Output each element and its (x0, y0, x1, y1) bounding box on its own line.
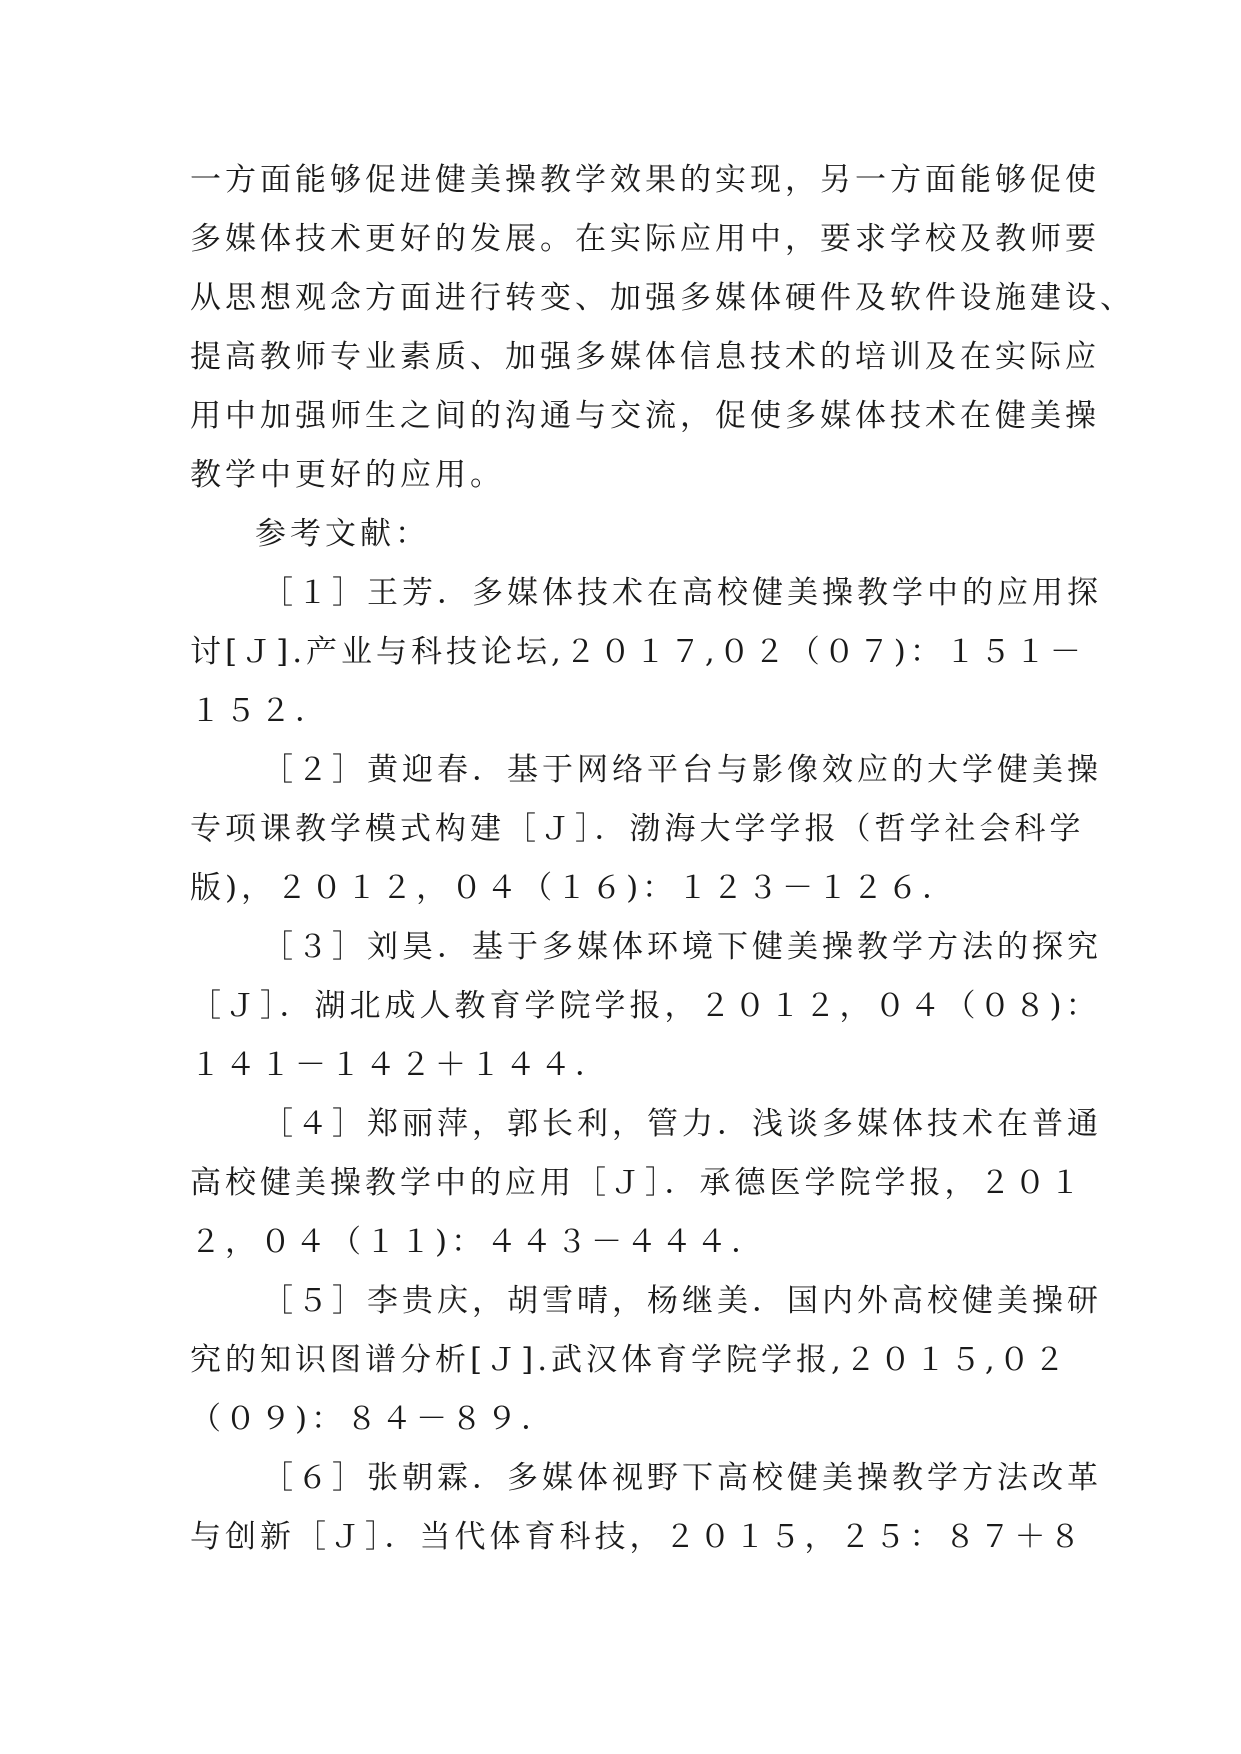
reference-3-line: １４１－１４２＋１４４． (190, 1047, 610, 1083)
reference-4-line: ２，０４（１１)：４４３－４４４． (190, 1224, 767, 1260)
paragraph-line: 一方面能够促进健美操教学效果的实现，另一方面能够促使 (190, 162, 1100, 198)
reference-3-line: ［Ｊ］．湖北成人教育学院学报，２０１２，０４（０８)： (190, 988, 1101, 1024)
reference-5-line: 究的知识图谱分析[Ｊ].武汉体育学院学报,２０１５,０２ (190, 1342, 1069, 1378)
reference-2-line: 版)，２０１２，０４（１６)：１２３－１２６． (190, 870, 958, 906)
reference-3-line: ［３］刘昊．基于多媒体环境下健美操教学方法的探究 (262, 929, 1102, 965)
reference-1-line: １５２． (190, 693, 330, 729)
reference-6-line: 与创新［Ｊ］．当代体育科技，２０１５，２５：８７＋８ (190, 1519, 1085, 1555)
paragraph-line: 多媒体技术更好的发展。在实际应用中，要求学校及教师要 (190, 221, 1100, 257)
paragraph-line: 教学中更好的应用。 (190, 457, 505, 493)
reference-1-line: 讨[Ｊ].产业与科技论坛,２０１７,０２（０７)：１５１－ (190, 634, 1085, 670)
reference-4-line: ［４］郑丽萍，郭长利，管力．浅谈多媒体技术在普通 (262, 1106, 1102, 1142)
paragraph-line: 从思想观念方面进行转变、加强多媒体硬件及软件设施建设、 (190, 280, 1135, 316)
paragraph-line: 用中加强师生之间的沟通与交流，促使多媒体技术在健美操 (190, 398, 1100, 434)
reference-2-line: ［２］黄迎春．基于网络平台与影像效应的大学健美操 (262, 752, 1102, 788)
reference-5-line: ［５］李贵庆，胡雪晴，杨继美．国内外高校健美操研 (262, 1283, 1102, 1319)
paragraph-line: 提高教师专业素质、加强多媒体信息技术的培训及在实际应 (190, 339, 1100, 375)
reference-2-line: 专项课教学模式构建［Ｊ］．渤海大学学报（哲学社会科学 (190, 811, 1085, 847)
reference-5-line: （０９)：８４－８９． (190, 1401, 557, 1437)
reference-4-line: 高校健美操教学中的应用［Ｊ］．承德医学院学报，２０１ (190, 1165, 1085, 1201)
reference-6-line: ［６］张朝霖．多媒体视野下高校健美操教学方法改革 (262, 1460, 1102, 1496)
reference-1-line: ［１］王芳．多媒体技术在高校健美操教学中的应用探 (262, 575, 1102, 611)
references-heading: 参考文献： (255, 516, 430, 552)
